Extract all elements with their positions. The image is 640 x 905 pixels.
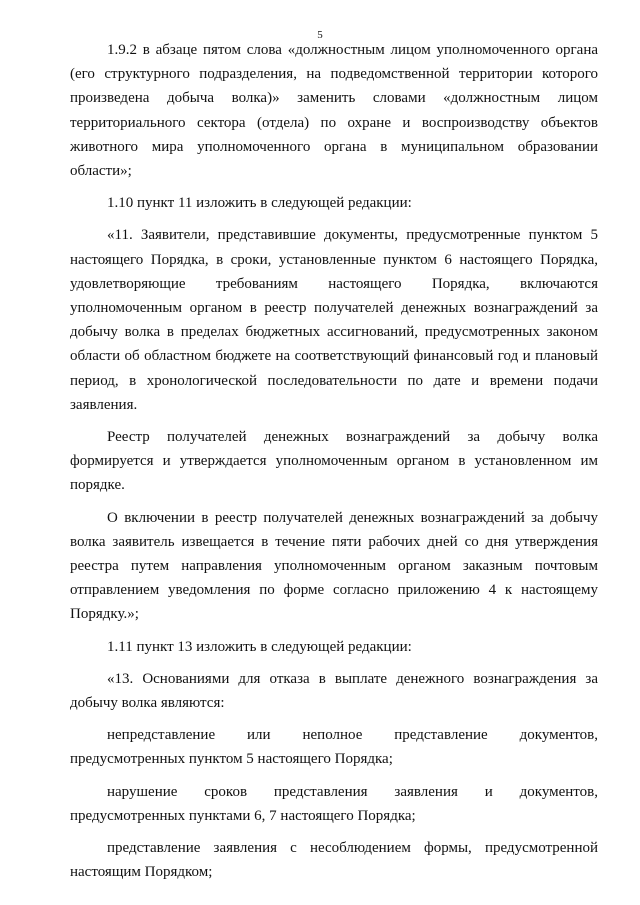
- paragraph-1-9-2: 1.9.2 в абзаце пятом слова «должностным лицом уполномоченного органа (его структурного подразделения, на подведомственной территории которого произведена добыча волка)» заменить словами «должностным лицом территориального сектора (отдела) по охране и воспроизводству объектов животного мира уполномоченного органа в муниципальном образовании области»;: [70, 42, 598, 180]
- paragraph-registry-formation: Реестр получателей денежных вознаграждений за добычу волка формируется и утверждается уполномоченным органом в установленном им порядке.: [70, 429, 598, 494]
- paragraph-point-13: «13. Основаниями для отказа в выплате денежного вознаграждения за добычу волка являются:: [70, 670, 598, 712]
- document-body: [70, 38, 598, 893]
- paragraph-refusal-reason-2: нарушение сроков представления заявления и документов, предусмотренных пунктами 6, 7 настоящего Порядка;: [70, 783, 598, 824]
- page-number: 5: [317, 29, 323, 41]
- paragraph-point-11: «11. Заявители, представившие документы, предусмотренные пунктом 5 настоящего Порядка, в сроки, установленные пунктом 6 настоящего Порядка, удовлетворяющие требованиям настоящего Порядка, включаются уполномоченным органом в реестр получателей денежных вознаграждений за добычу волка в пределах бюджетных ассигнований, предусмотренных законом области об областном бюджете на соответствующий финансовый год и плановый период, в хронологической последовательности по дате и времени подачи заявления.: [70, 227, 598, 413]
- paragraph-registry-notification: О включении в реестр получателей денежных вознаграждений за добычу волка заявитель извещается в течение пяти рабочих дней со дня утверждения реестра путем направления уполномоченным органом заказным почтовым отправлением уведомления по форме согласно приложению 4 к настоящему Порядку.»;: [70, 509, 598, 623]
- paragraph-1-10-heading: 1.10 пункт 11 изложить в следующей редакции:: [107, 195, 412, 212]
- paragraph-1-11-heading: 1.11 пункт 13 изложить в следующей редакции:: [107, 638, 412, 655]
- paragraph-refusal-reason-3: представление заявления с несоблюдением формы, предусмотренной настоящим Порядком;: [70, 840, 598, 881]
- paragraph-refusal-reason-1: непредставление или неполное представление документов, предусмотренных пунктом 5 настоящего Порядка;: [70, 727, 598, 768]
